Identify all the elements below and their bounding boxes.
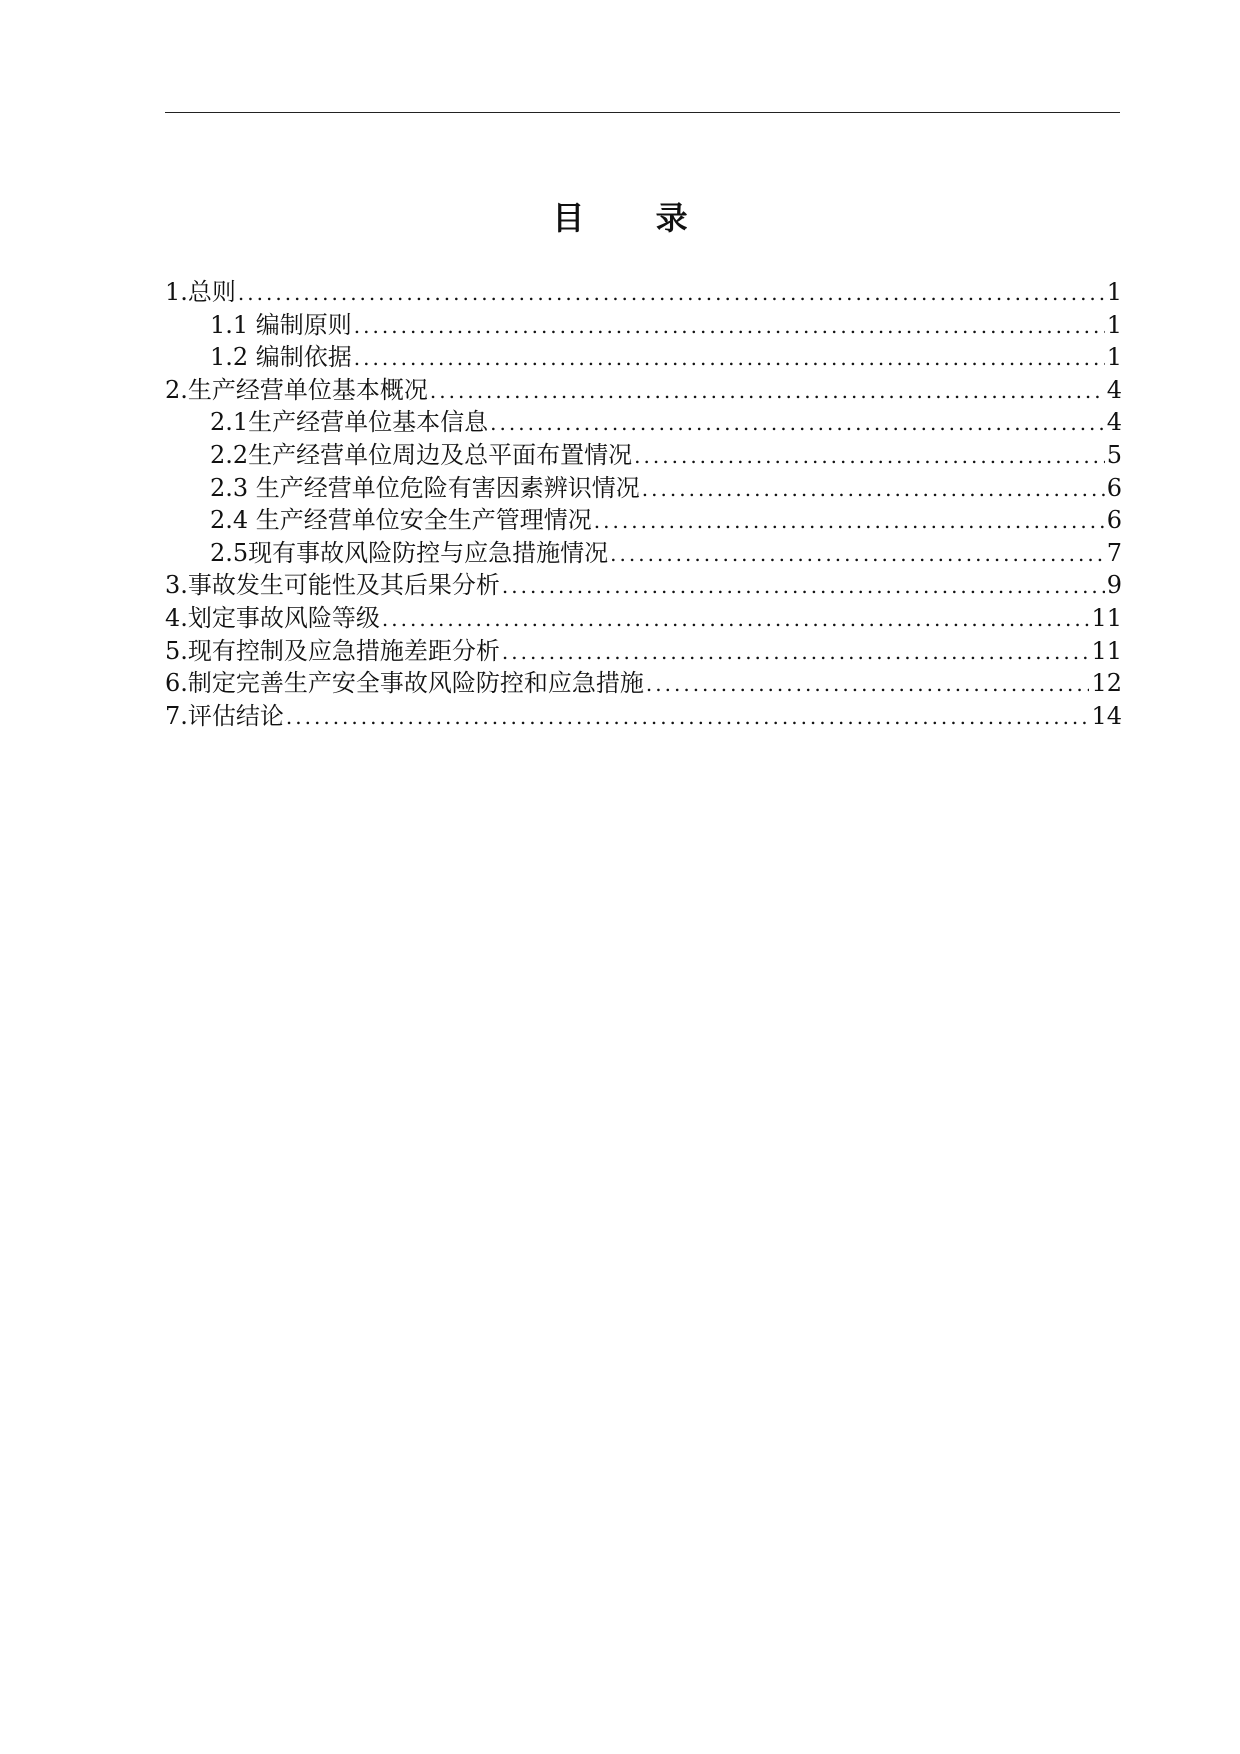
toc-entry-text: 2.3 生产经营单位危险有害因素辨识情况 bbox=[210, 473, 640, 502]
toc-entry-text: 2.生产经营单位基本概况 bbox=[165, 375, 428, 404]
toc-entry-text: 2.5现有事故风险防控与应急措施情况 bbox=[210, 538, 609, 567]
toc-entry-text: 3.事故发生可能性及其后果分析 bbox=[165, 571, 500, 600]
toc-entry-2-4[interactable] bbox=[165, 504, 1122, 537]
toc-entry-page: 4 bbox=[1106, 375, 1122, 404]
toc-entry-1-2[interactable] bbox=[165, 341, 1122, 374]
toc-entry-page: 11 bbox=[1091, 603, 1122, 632]
toc-leader-dots bbox=[594, 505, 1105, 538]
toc-entry-page: 1 bbox=[1106, 278, 1122, 306]
toc-entry-text: 7.评估结论 bbox=[165, 701, 284, 730]
toc-entry-page: 5 bbox=[1106, 440, 1122, 469]
toc-entry-text: 1.1 编制原则 bbox=[210, 310, 352, 339]
toc-entry-page: 6 bbox=[1106, 506, 1122, 535]
toc-entry-page: 4 bbox=[1106, 408, 1122, 437]
toc-leader-dots bbox=[286, 701, 1090, 734]
toc-entry-1-1[interactable] bbox=[165, 309, 1122, 342]
header-rule bbox=[165, 112, 1120, 113]
toc-entry-page: 7 bbox=[1106, 538, 1122, 567]
toc-entry-text: 6.制定完善生产安全事故风险防控和应急措施 bbox=[165, 669, 644, 698]
toc-leader-dots bbox=[430, 375, 1105, 408]
toc-entry-text: 4.划定事故风险等级 bbox=[165, 603, 380, 632]
toc-entry-2-2[interactable] bbox=[165, 439, 1122, 472]
toc-leader-dots bbox=[502, 570, 1105, 603]
toc-leader-dots bbox=[354, 310, 1105, 343]
toc-entry-text: 2.4 生产经营单位安全生产管理情况 bbox=[210, 506, 592, 535]
toc-leader-dots bbox=[610, 538, 1105, 571]
toc-entry-text: 1.2 编制依据 bbox=[210, 343, 352, 372]
toc-entry-page: 1 bbox=[1106, 343, 1122, 372]
toc-leader-dots bbox=[238, 277, 1105, 310]
toc-entry-5[interactable] bbox=[165, 635, 1122, 668]
toc-list bbox=[165, 276, 1122, 732]
toc-entry-page: 14 bbox=[1091, 701, 1122, 730]
toc-entry-7[interactable] bbox=[165, 700, 1122, 733]
toc-entry-text: 2.1生产经营单位基本信息 bbox=[210, 408, 489, 437]
toc-title: 目 录 bbox=[552, 199, 718, 237]
toc-entry-4[interactable] bbox=[165, 602, 1122, 635]
toc-entry-2[interactable] bbox=[165, 374, 1122, 407]
toc-entry-3[interactable] bbox=[165, 569, 1122, 602]
toc-leader-dots bbox=[634, 440, 1105, 473]
toc-entry-page: 12 bbox=[1091, 669, 1122, 698]
toc-entry-page: 11 bbox=[1091, 636, 1122, 665]
toc-entry-page: 1 bbox=[1106, 310, 1122, 339]
toc-entry-2-1[interactable] bbox=[165, 406, 1122, 439]
toc-entry-1[interactable] bbox=[165, 276, 1122, 309]
toc-leader-dots bbox=[382, 603, 1090, 636]
toc-entry-page: 9 bbox=[1106, 571, 1122, 600]
toc-entry-text: 5.现有控制及应急措施差距分析 bbox=[165, 636, 500, 665]
toc-entry-text: 2.2生产经营单位周边及总平面布置情况 bbox=[210, 440, 633, 469]
toc-leader-dots bbox=[354, 342, 1105, 375]
toc-entry-2-3[interactable] bbox=[165, 472, 1122, 505]
toc-entry-6[interactable] bbox=[165, 667, 1122, 700]
toc-leader-dots bbox=[646, 668, 1090, 701]
toc-entry-2-5[interactable] bbox=[165, 537, 1122, 570]
toc-leader-dots bbox=[642, 473, 1105, 506]
toc-leader-dots bbox=[490, 407, 1105, 440]
toc-entry-page: 6 bbox=[1106, 473, 1122, 502]
toc-entry-text: 1.总则 bbox=[165, 278, 236, 306]
toc-leader-dots bbox=[502, 636, 1090, 669]
